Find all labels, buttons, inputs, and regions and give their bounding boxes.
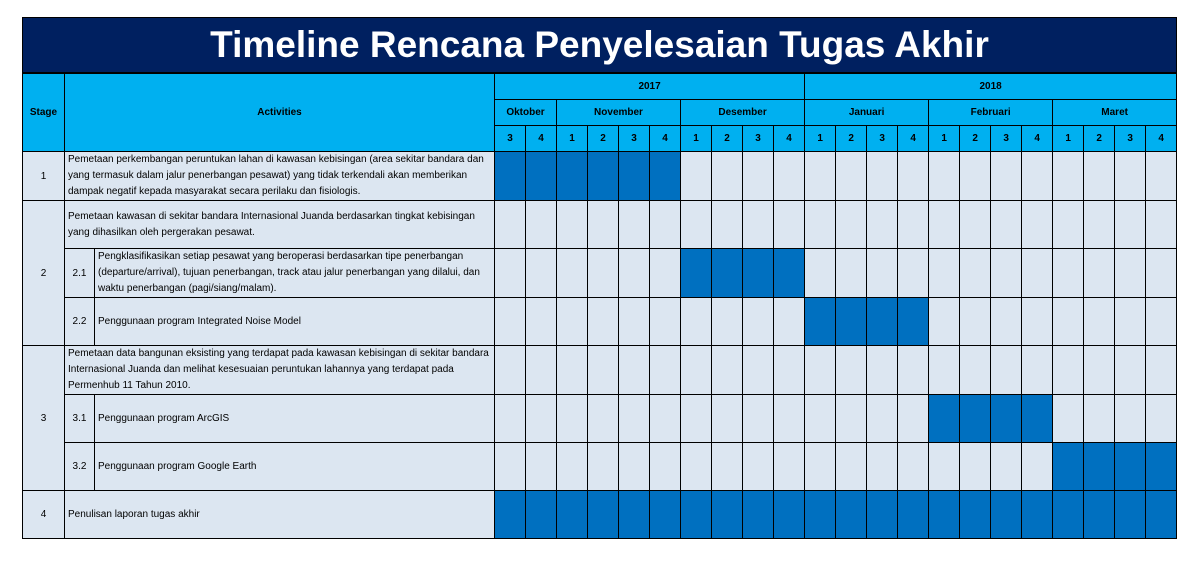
gantt-empty-cell [867,346,898,395]
gantt-empty-cell [929,443,960,491]
week-header: 1 [557,126,588,152]
week-header: 2 [588,126,619,152]
gantt-empty-cell [898,201,929,249]
gantt-bar-cell [712,491,743,539]
gantt-empty-cell [805,346,836,395]
sub-activity-number: 3.1 [65,395,95,443]
month-header: Januari [805,100,929,126]
gantt-empty-cell [712,201,743,249]
gantt-empty-cell [1022,443,1053,491]
gantt-bar-cell [867,491,898,539]
gantt-bar-cell [929,491,960,539]
gantt-empty-cell [557,395,588,443]
gantt-empty-cell [1022,346,1053,395]
gantt-empty-cell [774,201,805,249]
gantt-empty-cell [712,298,743,346]
gantt-empty-cell [588,298,619,346]
gantt-empty-cell [526,249,557,298]
gantt-bar-cell [991,395,1022,443]
gantt-bar-cell [991,491,1022,539]
gantt-empty-cell [774,443,805,491]
gantt-empty-cell [836,443,867,491]
stage-header: Stage [23,74,65,152]
gantt-bar-cell [898,491,929,539]
activity-text: Penulisan laporan tugas akhir [65,491,495,539]
week-header: 1 [1053,126,1084,152]
gantt-empty-cell [898,249,929,298]
gantt-bar-cell [805,298,836,346]
gantt-bar-cell [1084,443,1115,491]
sub-activity-number: 2.2 [65,298,95,346]
gantt-empty-cell [681,395,712,443]
gantt-empty-cell [867,152,898,201]
gantt-empty-cell [867,395,898,443]
week-header: 4 [1146,126,1177,152]
week-header: 4 [526,126,557,152]
gantt-empty-cell [960,249,991,298]
gantt-bar-cell [805,491,836,539]
gantt-empty-cell [991,201,1022,249]
gantt-empty-cell [1146,201,1177,249]
gantt-empty-cell [836,152,867,201]
gantt-empty-cell [1053,152,1084,201]
gantt-empty-cell [588,249,619,298]
gantt-bar-cell [681,249,712,298]
gantt-empty-cell [557,346,588,395]
gantt-empty-cell [960,152,991,201]
gantt-empty-cell [619,443,650,491]
gantt-bar-cell [1022,395,1053,443]
year-header: 2017 [495,74,805,100]
gantt-empty-cell [929,249,960,298]
month-header: Oktober [495,100,557,126]
month-header: Desember [681,100,805,126]
gantt-empty-cell [991,249,1022,298]
gantt-bar-cell [588,152,619,201]
gantt-bar-cell [960,491,991,539]
week-header: 4 [650,126,681,152]
gantt-empty-cell [898,346,929,395]
gantt-empty-cell [557,443,588,491]
gantt-empty-cell [650,201,681,249]
week-header: 1 [805,126,836,152]
gantt-empty-cell [619,346,650,395]
gantt-empty-cell [991,152,1022,201]
gantt-empty-cell [650,443,681,491]
gantt-empty-cell [681,201,712,249]
gantt-empty-cell [991,443,1022,491]
gantt-bar-cell [743,249,774,298]
gantt-empty-cell [898,443,929,491]
gantt-empty-cell [1022,152,1053,201]
gantt-empty-cell [619,201,650,249]
sub-activity-number: 2.1 [65,249,95,298]
gantt-bar-cell [743,491,774,539]
timeline-sheet [22,17,1177,539]
gantt-empty-cell [805,152,836,201]
table-row [23,201,1177,249]
gantt-empty-cell [526,395,557,443]
gantt-empty-cell [1084,201,1115,249]
gantt-empty-cell [774,152,805,201]
gantt-empty-cell [743,346,774,395]
activity-text: Penggunaan program Integrated Noise Model [95,298,495,346]
gantt-empty-cell [805,443,836,491]
gantt-empty-cell [743,395,774,443]
gantt-empty-cell [588,201,619,249]
gantt-bar-cell [1022,491,1053,539]
gantt-empty-cell [557,201,588,249]
gantt-empty-cell [495,346,526,395]
gantt-empty-cell [557,298,588,346]
gantt-empty-cell [1146,298,1177,346]
activity-text: Pemetaan data bangunan eksisting yang terdapat pada kawasan kebisingan di sekitar bandara Internasional Juanda dan melihat kesesuaian peruntukan lahannya yang terdapat pada Permenhub 11 Tahun 2010. [65,346,495,395]
gantt-empty-cell [712,395,743,443]
gantt-empty-cell [526,346,557,395]
gantt-table [22,73,1177,539]
activity-text: Penggunaan program ArcGIS [95,395,495,443]
gantt-empty-cell [588,346,619,395]
gantt-empty-cell [1115,249,1146,298]
gantt-empty-cell [681,298,712,346]
gantt-empty-cell [1022,249,1053,298]
table-row [23,443,1177,491]
gantt-empty-cell [836,201,867,249]
stage-number: 2 [23,201,65,346]
gantt-empty-cell [712,152,743,201]
sub-activity-number: 3.2 [65,443,95,491]
gantt-empty-cell [1115,152,1146,201]
table-row [23,249,1177,298]
gantt-empty-cell [929,346,960,395]
gantt-empty-cell [867,443,898,491]
gantt-empty-cell [1084,346,1115,395]
gantt-empty-cell [1115,298,1146,346]
table-row [23,346,1177,395]
gantt-empty-cell [495,201,526,249]
table-row [23,152,1177,201]
gantt-empty-cell [650,249,681,298]
gantt-bar-cell [526,152,557,201]
gantt-empty-cell [526,201,557,249]
gantt-empty-cell [1053,346,1084,395]
gantt-empty-cell [991,298,1022,346]
table-row [23,395,1177,443]
gantt-empty-cell [1084,152,1115,201]
gantt-empty-cell [1053,298,1084,346]
gantt-empty-cell [1084,249,1115,298]
gantt-empty-cell [588,395,619,443]
gantt-empty-cell [805,201,836,249]
gantt-empty-cell [557,249,588,298]
gantt-empty-cell [743,152,774,201]
gantt-empty-cell [867,201,898,249]
gantt-empty-cell [526,443,557,491]
gantt-empty-cell [960,201,991,249]
week-header: 3 [619,126,650,152]
gantt-empty-cell [1146,346,1177,395]
gantt-empty-cell [774,298,805,346]
gantt-empty-cell [743,201,774,249]
gantt-bar-cell [1084,491,1115,539]
week-header: 4 [774,126,805,152]
gantt-bar-cell [1146,491,1177,539]
gantt-bar-cell [526,491,557,539]
gantt-bar-cell [1146,443,1177,491]
gantt-bar-cell [836,491,867,539]
gantt-empty-cell [743,298,774,346]
week-header: 1 [681,126,712,152]
gantt-empty-cell [805,395,836,443]
gantt-empty-cell [1115,395,1146,443]
gantt-bar-cell [588,491,619,539]
gantt-bar-cell [898,298,929,346]
sheet-title: Timeline Rencana Penyelesaian Tugas Akhir [22,17,1177,73]
gantt-empty-cell [495,443,526,491]
gantt-empty-cell [929,152,960,201]
gantt-empty-cell [836,346,867,395]
week-header: 2 [1084,126,1115,152]
week-header: 3 [991,126,1022,152]
gantt-empty-cell [1022,201,1053,249]
gantt-bar-cell [650,152,681,201]
gantt-empty-cell [774,346,805,395]
gantt-empty-cell [712,346,743,395]
gantt-bar-cell [929,395,960,443]
gantt-empty-cell [1022,298,1053,346]
gantt-bar-cell [495,152,526,201]
activity-text: Pemetaan kawasan di sekitar bandara Internasional Juanda berdasarkan tingkat kebisingan yang dihasilkan oleh pergerakan pesawat. [65,201,495,249]
stage-number: 3 [23,346,65,491]
gantt-bar-cell [712,249,743,298]
week-header: 2 [836,126,867,152]
activity-text: Pengklasifikasikan setiap pesawat yang beroperasi berdasarkan tipe penerbangan (departure/arrival), tujuan penerbangan, track atau jalur penerbangan yang dilalui, dan waktu penerbangan (pagi/siang/malam). [95,249,495,298]
gantt-empty-cell [650,395,681,443]
gantt-empty-cell [1115,201,1146,249]
week-header: 2 [712,126,743,152]
gantt-bar-cell [650,491,681,539]
gantt-empty-cell [526,298,557,346]
gantt-empty-cell [1053,395,1084,443]
gantt-empty-cell [836,249,867,298]
week-header: 3 [743,126,774,152]
month-header: Maret [1053,100,1177,126]
gantt-empty-cell [619,298,650,346]
gantt-empty-cell [960,443,991,491]
gantt-bar-cell [619,152,650,201]
gantt-empty-cell [1115,346,1146,395]
month-header: November [557,100,681,126]
week-header: 3 [495,126,526,152]
gantt-bar-cell [557,491,588,539]
gantt-empty-cell [495,395,526,443]
gantt-empty-cell [650,298,681,346]
gantt-empty-cell [960,346,991,395]
gantt-empty-cell [929,201,960,249]
gantt-empty-cell [867,249,898,298]
gantt-empty-cell [898,395,929,443]
stage-number: 4 [23,491,65,539]
gantt-empty-cell [805,249,836,298]
table-row [23,491,1177,539]
gantt-empty-cell [1084,298,1115,346]
gantt-bar-cell [960,395,991,443]
gantt-empty-cell [774,395,805,443]
gantt-empty-cell [495,249,526,298]
gantt-empty-cell [1146,152,1177,201]
gantt-empty-cell [681,346,712,395]
gantt-empty-cell [681,152,712,201]
activity-text: Pemetaan perkembangan peruntukan lahan di kawasan kebisingan (area sekitar bandara dan yang termasuk dalam jalur penerbangan pesawat) yang tidak terkendali akan memberikan dampak negatif kepada masyarakat secara perilaku dan fisiologis. [65,152,495,201]
month-header: Februari [929,100,1053,126]
week-header: 4 [1022,126,1053,152]
gantt-bar-cell [557,152,588,201]
gantt-empty-cell [743,443,774,491]
year-header: 2018 [805,74,1177,100]
gantt-empty-cell [712,443,743,491]
gantt-bar-cell [1053,443,1084,491]
gantt-empty-cell [960,298,991,346]
gantt-bar-cell [495,491,526,539]
gantt-bar-cell [1053,491,1084,539]
gantt-bar-cell [836,298,867,346]
gantt-empty-cell [495,298,526,346]
gantt-empty-cell [836,395,867,443]
gantt-empty-cell [588,443,619,491]
gantt-bar-cell [774,491,805,539]
gantt-bar-cell [774,249,805,298]
gantt-bar-cell [619,491,650,539]
table-row [23,298,1177,346]
gantt-empty-cell [991,346,1022,395]
gantt-empty-cell [898,152,929,201]
gantt-bar-cell [1115,443,1146,491]
activity-text: Penggunaan program Google Earth [95,443,495,491]
gantt-bar-cell [681,491,712,539]
gantt-bar-cell [867,298,898,346]
gantt-empty-cell [929,298,960,346]
gantt-empty-cell [619,249,650,298]
gantt-empty-cell [1146,249,1177,298]
week-header: 4 [898,126,929,152]
gantt-empty-cell [619,395,650,443]
gantt-empty-cell [1053,201,1084,249]
gantt-empty-cell [1146,395,1177,443]
gantt-empty-cell [1084,395,1115,443]
week-header: 2 [960,126,991,152]
gantt-empty-cell [681,443,712,491]
gantt-empty-cell [650,346,681,395]
gantt-empty-cell [1053,249,1084,298]
week-header: 3 [1115,126,1146,152]
activities-header: Activities [65,74,495,152]
gantt-bar-cell [1115,491,1146,539]
stage-number: 1 [23,152,65,201]
week-header: 1 [929,126,960,152]
week-header: 3 [867,126,898,152]
